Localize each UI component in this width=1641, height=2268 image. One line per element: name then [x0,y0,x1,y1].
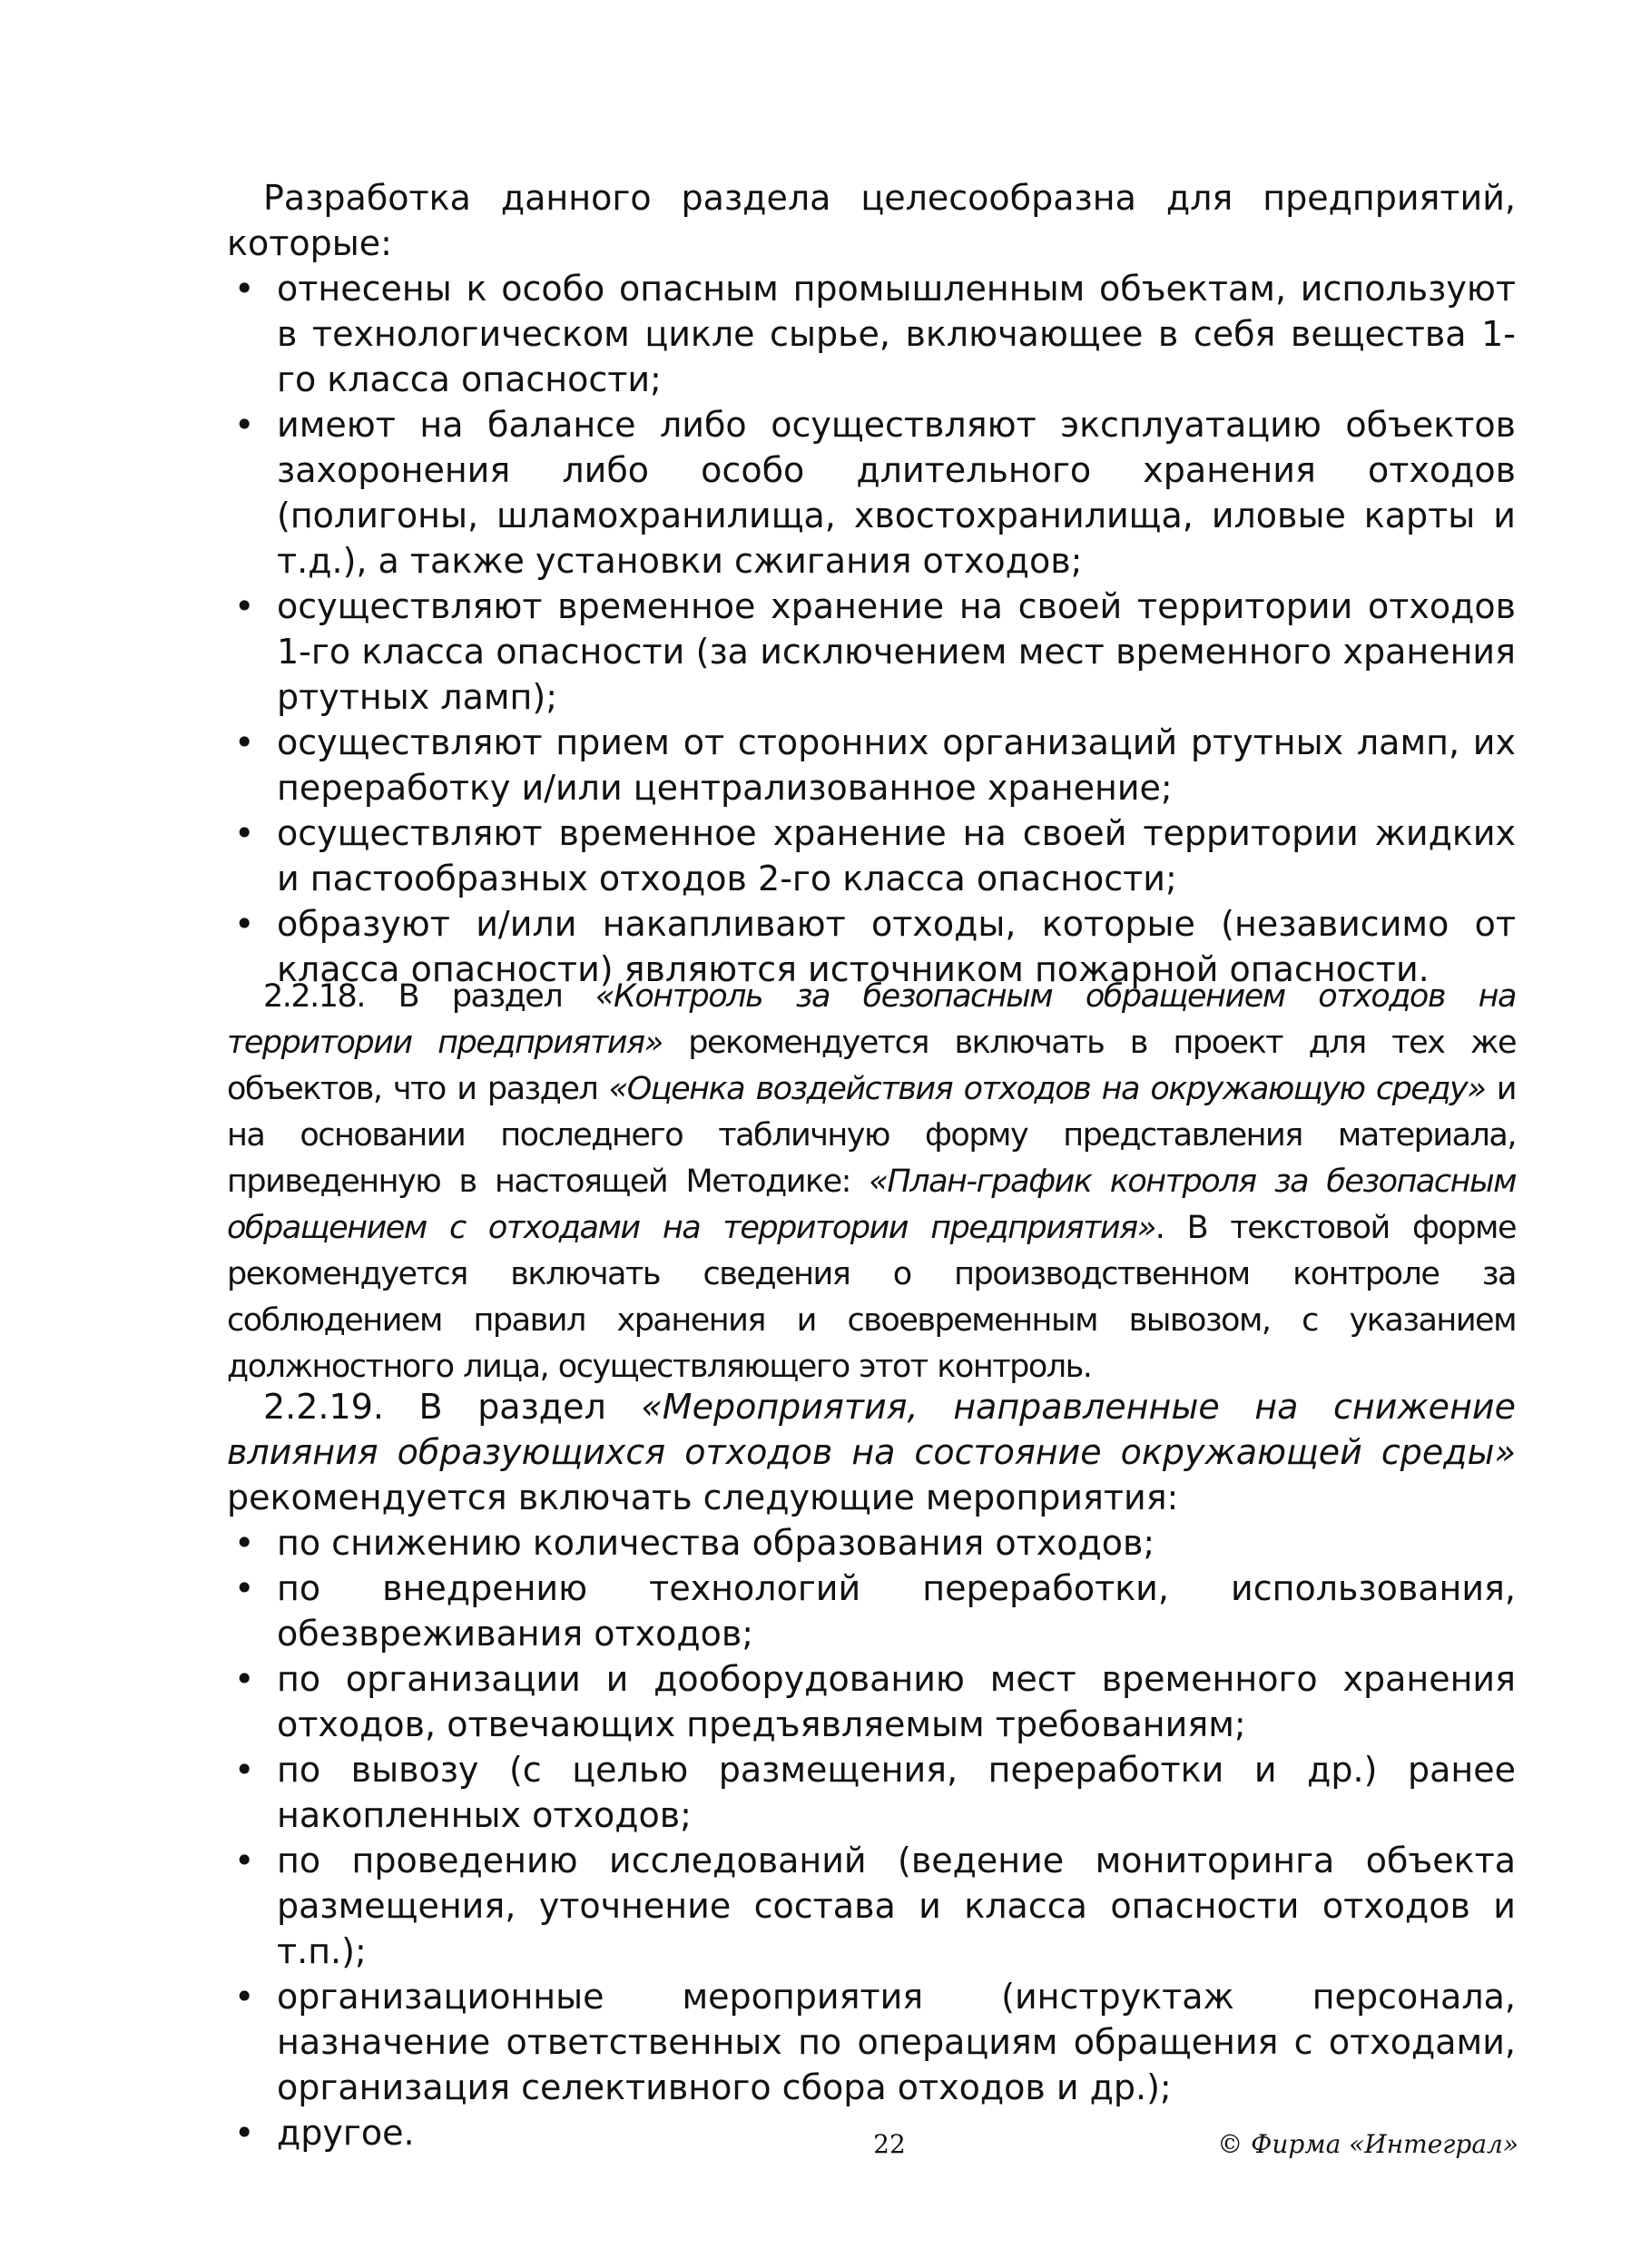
list-item [227,1566,1516,1656]
section-2-2-19 [227,1384,1516,2155]
list-item-text: по снижению количества образования отходов; [277,1523,1155,1563]
list-item [227,1656,1516,1747]
bullet-icon: • [234,813,255,853]
list-item-text: осуществляют временное хранение на своей территории жидких и пастообразных отходов 2-го класса опасности; [277,813,1516,898]
list-item-text: осуществляют временное хранение на своей территории отходов 1-го класса опасности (за исключением мест временного хранения ртутных ламп); [277,586,1516,717]
page-number: 22 [873,2129,906,2159]
list-item-text: отнесены к особо опасным промышленным объектам, используют в технологическом цикле сырье, включающее в себя вещества 1-го класса опасности; [277,269,1516,399]
list-item-text: осуществляют прием от сторонних организаций ртутных ламп, их переработку и/или централизованное хранение; [277,722,1516,808]
list-item [227,1838,1516,1974]
intro-section [227,175,1516,992]
bullet-icon: • [234,722,255,762]
list-item-text: другое. [277,2113,415,2153]
bullet-icon: • [234,1659,255,1699]
paragraph-text: . В текстовой форме рекомендуется включать сведения о производственном контроле за соблюдением правил хранения и своевременным вывозом, с указанием должностного лица, осуществляющего этот контроль. [227,1210,1516,1385]
bullet-icon: • [234,405,255,445]
bullet-icon: • [234,1523,255,1563]
bullet-icon: • [234,1841,255,1880]
measures-bullet-list [227,1520,1516,2155]
paragraph-text: рекомендуется включать в проект для тех же объектов, что и раздел [227,1025,1517,1107]
section-title-quote: «Мероприятия, направленные на снижение влияния образующихся отходов на состояние окружающей среды» [227,1387,1516,1472]
intro-bullet-list [227,266,1516,992]
bullet-icon: • [234,1977,255,2017]
list-item-text: имеют на балансе либо осуществляют эксплуатацию объектов захоронения либо особо длительного хранения отходов (полигоны, шламохранилища, хвостохранилища, иловые карты и т.д.), а также установки сжигания отходов; [277,405,1516,581]
list-item-text: по проведению исследований (ведение мониторинга объекта размещения, уточнение состава и класса опасности отходов и т.п.); [277,1841,1516,1971]
bullet-icon: • [234,269,255,309]
paragraph-text: 2.2.19. В раздел [263,1387,642,1427]
list-item [227,266,1516,402]
bullet-icon: • [234,904,255,944]
list-item [227,810,1516,901]
paragraph-text: 2.2.18. В раздел [263,978,595,1015]
list-item-text: образуют и/или накапливают отходы, которые (независимо от класса опасности) являются источником пожарной опасности. [277,904,1516,989]
section-title-quote: «Оценка воздействия отходов на окружающую среду» [608,1071,1486,1107]
intro-lead: Разработка данного раздела целесообразна для предприятий, которые: [227,178,1516,263]
list-item [227,402,1516,584]
copyright-notice: © Фирма «Интеграл» [1217,2129,1518,2159]
list-item [227,1974,1516,2110]
bullet-icon: • [234,2113,255,2153]
list-item [227,1520,1516,1566]
paragraph-2-2-18 [227,974,1516,1390]
paragraph-text: и на основании последнего табличную форму представления материала, приведенную в настоящей Методике: [227,1071,1517,1200]
bullet-icon: • [234,1750,255,1790]
paragraph-2-2-19 [227,1384,1516,1520]
section-title-quote: «Контроль за безопасным обращением отходов на территории предприятия» [227,978,1516,1061]
list-item [227,720,1516,810]
list-item-text: организационные мероприятия (инструктаж персонала, назначение ответственных по операциям обращения с отходами, организация селективного сбора отходов и др.); [277,1977,1516,2107]
bullet-icon: • [234,1568,255,1608]
list-item-text: по внедрению технологий переработки, использования, обезвреживания отходов; [277,1568,1516,1654]
list-item [227,584,1516,720]
list-item [227,1747,1516,1838]
list-item-text: по вывозу (с целью размещения, переработки и др.) ранее накопленных отходов; [277,1750,1516,1835]
section-2-2-18 [227,974,1516,1390]
paragraph-text: рекомендуется включать следующие мероприятия: [227,1478,1179,1517]
bullet-icon: • [234,586,255,626]
list-item-text: по организации и дооборудованию мест временного хранения отходов, отвечающих предъявляемым требованиям; [277,1659,1516,1744]
form-title-quote: «План-график контроля за безопасным обращением с отходами на территории предприятия» [227,1163,1516,1246]
